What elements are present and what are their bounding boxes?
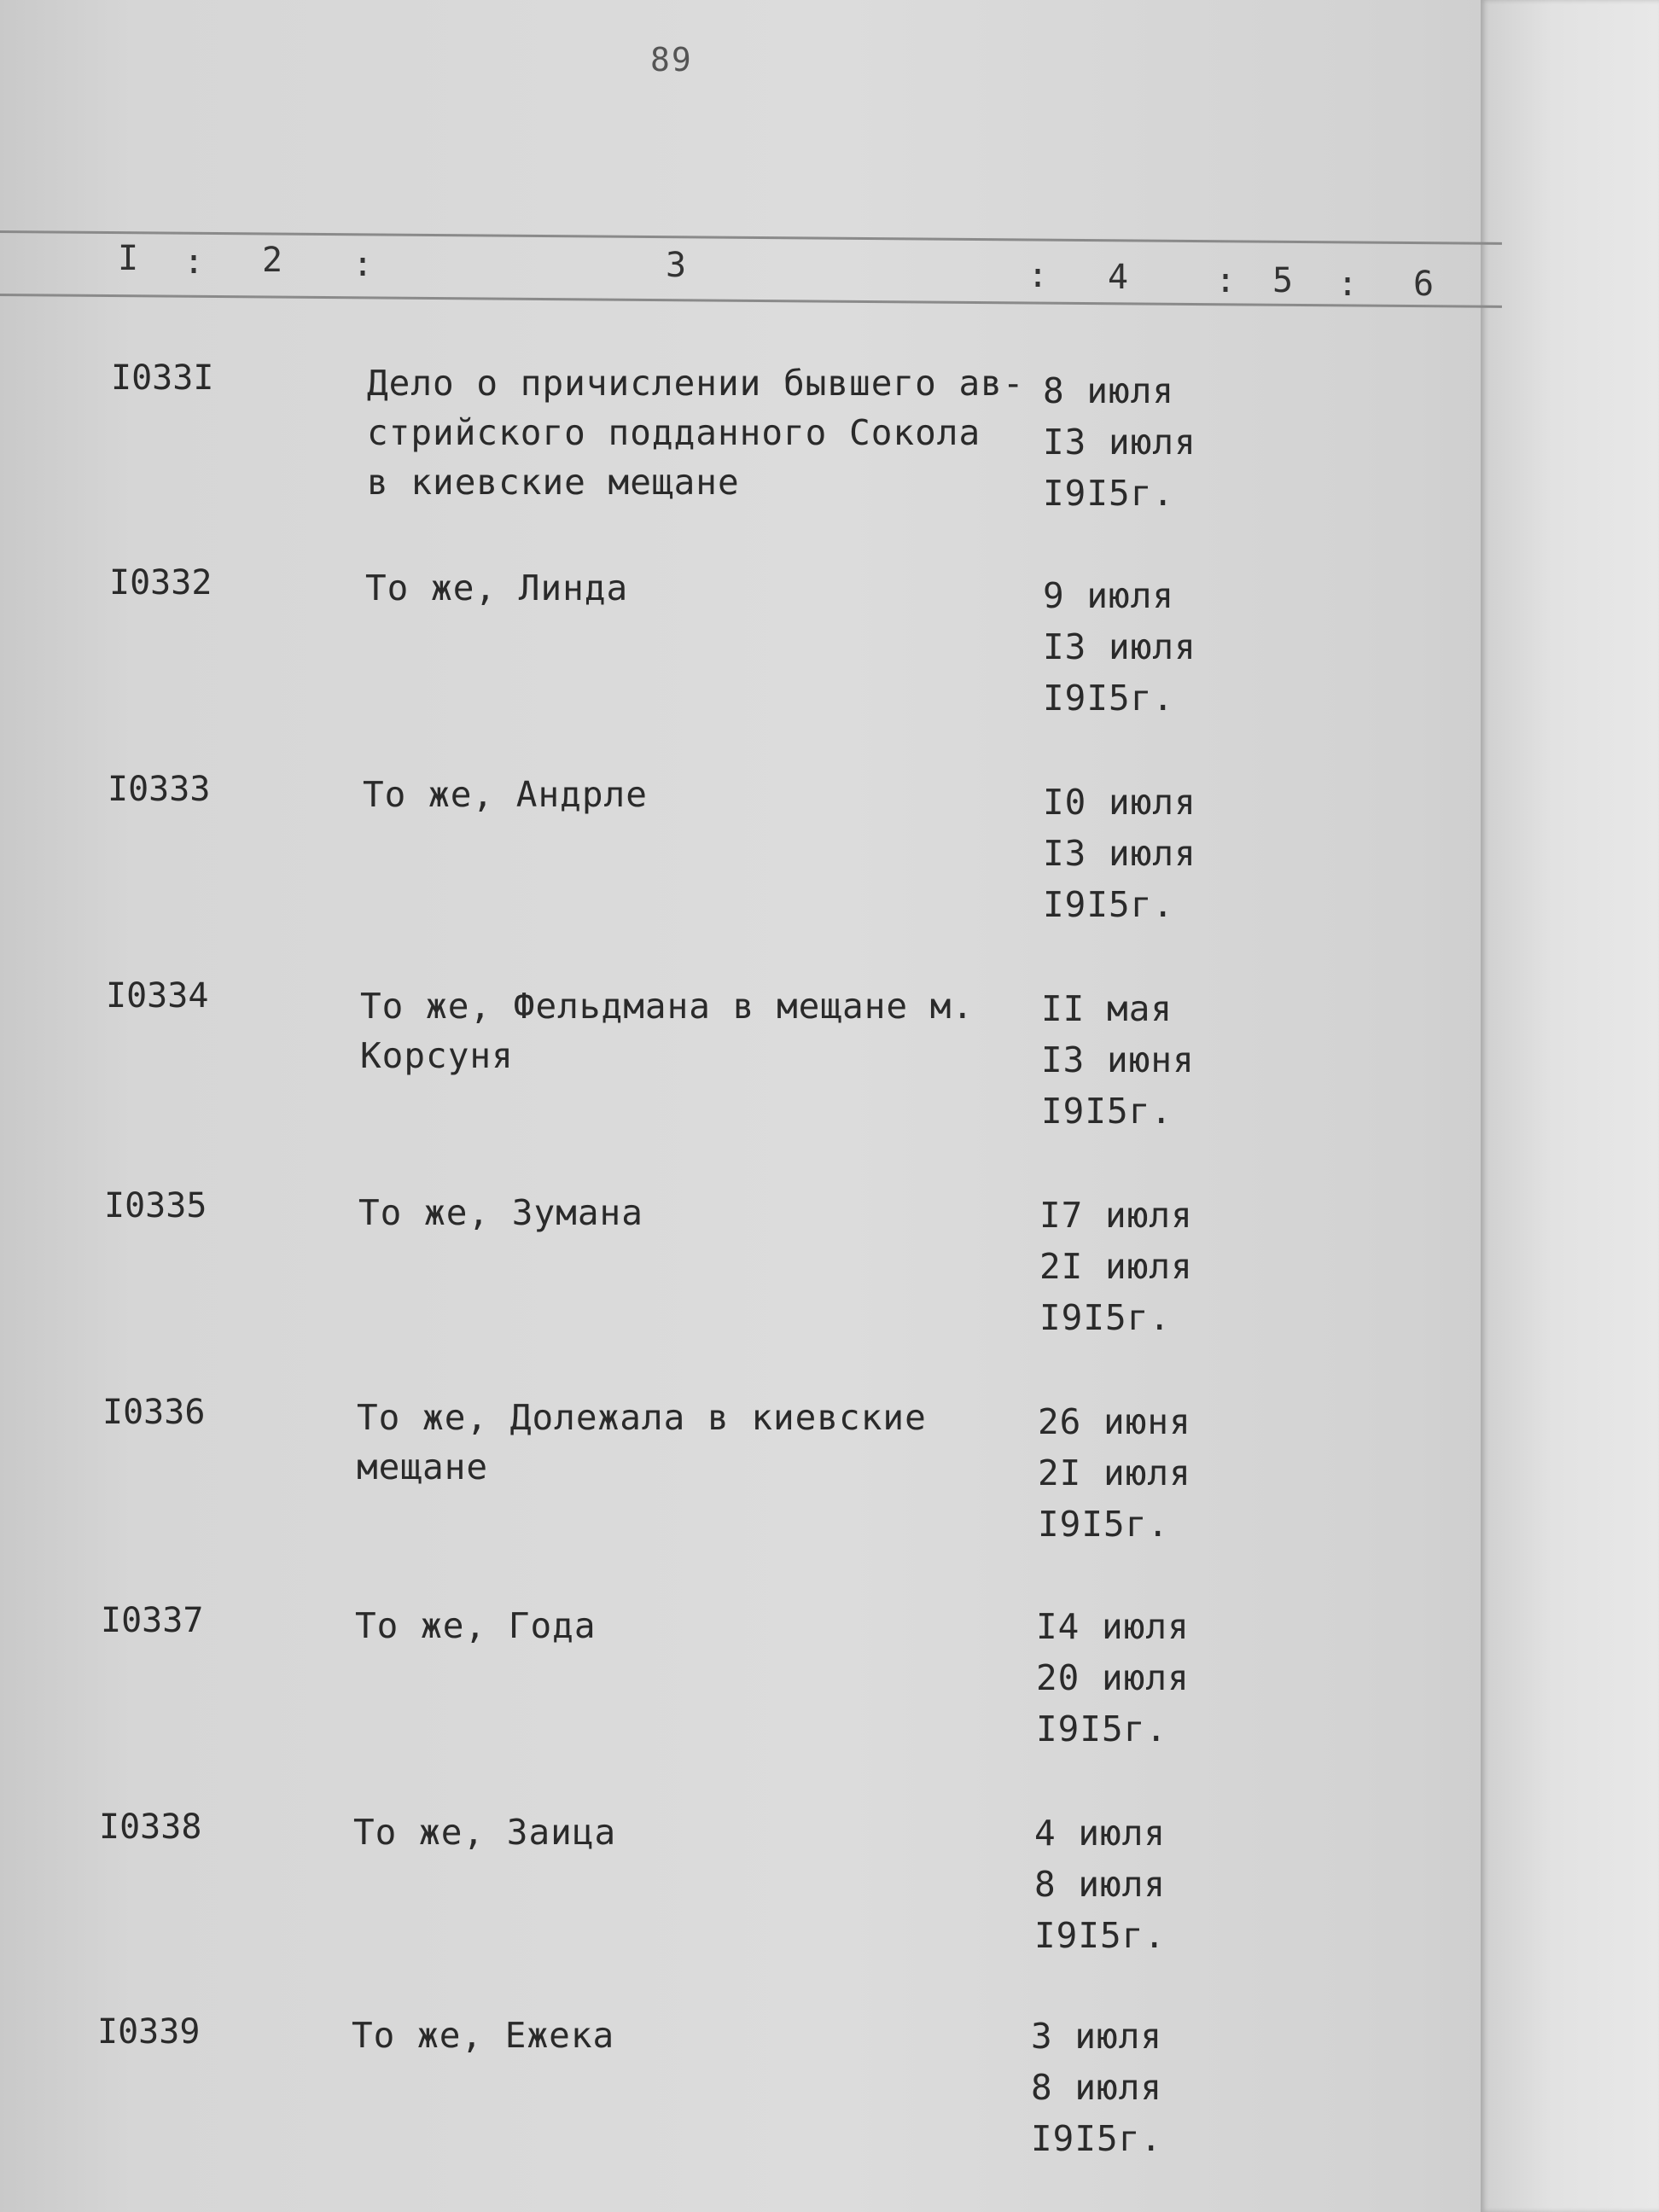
date-end: I3 июля xyxy=(1043,626,1196,667)
record-description xyxy=(357,1393,927,1492)
description-line: То же, Фельдмана в мещане м. xyxy=(360,986,975,1027)
date-end: I3 июля xyxy=(1043,833,1196,874)
description-line: То же, Линда xyxy=(365,568,629,608)
record-number: I0334 xyxy=(106,976,209,1016)
description-line: То же, Андрле xyxy=(363,774,648,815)
record-description xyxy=(358,1188,643,1237)
record-dates xyxy=(1041,983,1195,1137)
column-separator: : xyxy=(183,242,207,282)
column-header-2: 2 xyxy=(262,241,285,280)
record-dates xyxy=(1038,1396,1191,1550)
record-dates xyxy=(1034,1807,1166,1961)
date-start: I7 июля xyxy=(1039,1195,1193,1236)
record-description xyxy=(355,1601,597,1650)
sheet-edge xyxy=(1481,0,1659,2212)
record-description xyxy=(352,2011,614,2060)
record-number: I0332 xyxy=(109,563,212,602)
date-start: I0 июля xyxy=(1043,782,1196,823)
description-line: То же, Долежала в киевские xyxy=(357,1397,927,1438)
date-year: I9I5г. xyxy=(1043,678,1175,719)
column-separator: : xyxy=(1337,265,1360,304)
record-number: I0335 xyxy=(104,1186,207,1225)
date-year: I9I5г. xyxy=(1039,1297,1172,1338)
date-year: I9I5г. xyxy=(1041,1091,1173,1132)
description-line: То же, Года xyxy=(355,1605,597,1646)
column-header-6: 6 xyxy=(1413,265,1436,304)
date-start: 8 июля xyxy=(1043,370,1175,411)
column-header-3: 3 xyxy=(666,246,689,285)
record-description xyxy=(363,770,648,819)
date-end: 2I июля xyxy=(1039,1246,1193,1287)
description-line: Дело о причислении бывшего ав- xyxy=(367,363,1025,404)
date-start: I4 июля xyxy=(1036,1606,1190,1647)
date-year: I9I5г. xyxy=(1031,2118,1163,2159)
column-separator: : xyxy=(1027,256,1051,295)
date-year: I9I5г. xyxy=(1043,473,1175,514)
record-number: I0339 xyxy=(97,2012,201,2052)
record-dates xyxy=(1043,570,1196,724)
date-start: 26 июня xyxy=(1038,1401,1191,1442)
date-end: 20 июля xyxy=(1036,1657,1190,1698)
header-rule-top xyxy=(0,230,1502,245)
description-line: Корсуня xyxy=(360,1035,514,1076)
date-year: I9I5г. xyxy=(1038,1504,1170,1545)
column-header-5: 5 xyxy=(1272,261,1295,300)
description-line: мещане xyxy=(357,1447,489,1487)
date-year: I9I5г. xyxy=(1043,884,1175,925)
record-dates xyxy=(1031,2011,1162,2164)
record-description xyxy=(367,358,1025,507)
column-header-4: 4 xyxy=(1108,258,1131,297)
record-number: I0337 xyxy=(101,1601,204,1640)
date-end: 8 июля xyxy=(1031,2067,1163,2108)
date-year: I9I5г. xyxy=(1036,1708,1168,1749)
record-number: I033I xyxy=(111,358,214,398)
date-start: 9 июля xyxy=(1043,575,1175,616)
date-end: I3 июля xyxy=(1043,422,1196,463)
description-line: в киевские мещане xyxy=(367,462,740,503)
page-number: 89 xyxy=(650,41,693,79)
record-number: I0338 xyxy=(99,1807,202,1847)
date-end: 8 июля xyxy=(1034,1864,1167,1905)
record-number: I0336 xyxy=(102,1393,206,1432)
description-line: стрийского подданного Сокола xyxy=(367,412,981,453)
date-end: 2I июля xyxy=(1038,1452,1191,1493)
column-separator: : xyxy=(1215,261,1238,300)
description-line: То же, Заица xyxy=(353,1812,617,1853)
date-start: II мая xyxy=(1041,988,1173,1029)
record-dates xyxy=(1043,777,1196,930)
record-dates xyxy=(1036,1601,1190,1755)
record-number: I0333 xyxy=(108,770,211,809)
record-description xyxy=(365,563,628,613)
date-end: I3 июня xyxy=(1041,1039,1195,1080)
description-line: То же, Зумана xyxy=(358,1192,643,1233)
date-year: I9I5г. xyxy=(1034,1915,1167,1956)
description-line: То же, Ежека xyxy=(352,2015,615,2056)
date-start: 3 июля xyxy=(1031,2016,1163,2057)
record-description xyxy=(353,1807,616,1857)
column-header-1: I xyxy=(118,239,141,278)
column-separator: : xyxy=(352,245,375,284)
record-dates xyxy=(1039,1190,1193,1343)
record-description xyxy=(360,981,974,1080)
date-start: 4 июля xyxy=(1034,1813,1167,1854)
record-dates xyxy=(1043,365,1196,519)
